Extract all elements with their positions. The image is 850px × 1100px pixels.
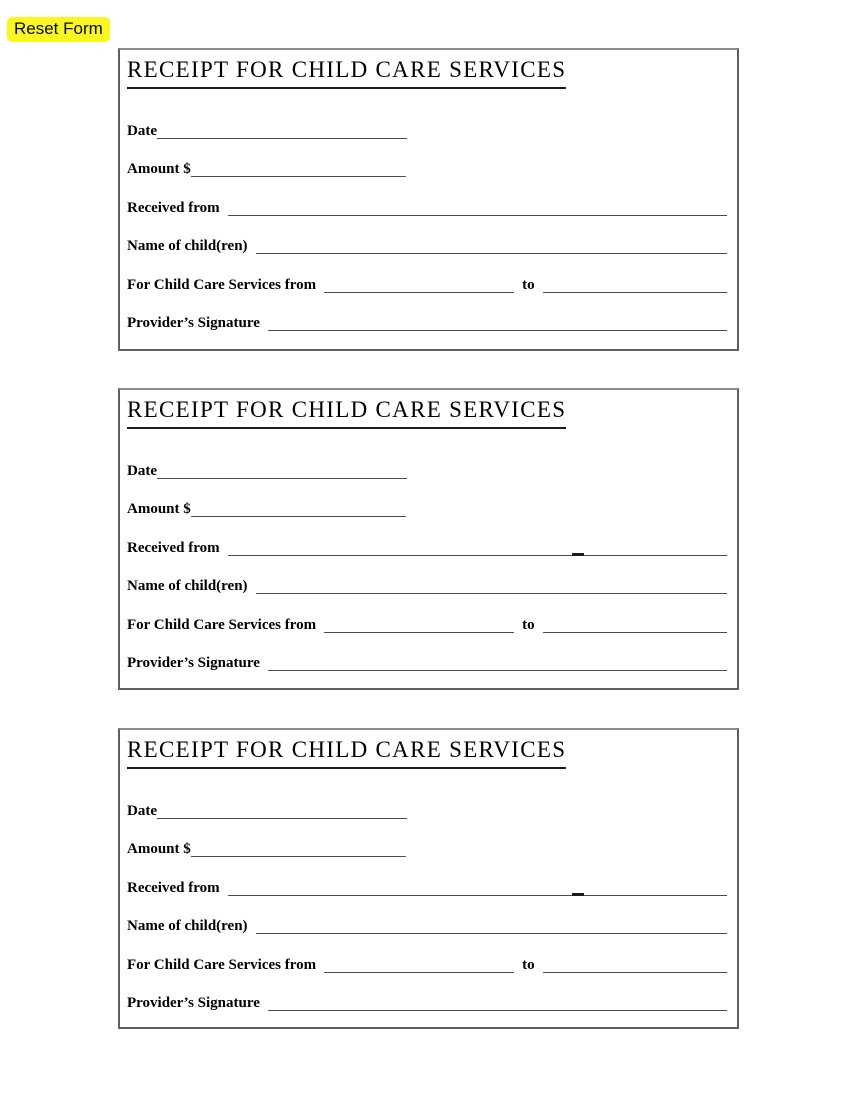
- amount-label: Amount $: [127, 161, 191, 178]
- received-from-field[interactable]: [228, 884, 727, 896]
- to-label: to: [522, 956, 535, 973]
- services-from-label: For Child Care Services from: [127, 276, 317, 293]
- provider-signature-label: Provider’s Signature: [127, 995, 260, 1012]
- provider-signature-field[interactable]: [268, 659, 727, 671]
- services-to-field[interactable]: [543, 961, 727, 973]
- received-from-field[interactable]: [228, 204, 727, 216]
- date-field[interactable]: [157, 807, 407, 819]
- date-field[interactable]: [157, 127, 407, 139]
- receipt-title: RECEIPT FOR CHILD CARE SERVICES: [127, 736, 566, 769]
- provider-signature-field[interactable]: [268, 999, 727, 1011]
- receipt-box-2: [118, 388, 739, 690]
- line-break-mark: [572, 553, 584, 556]
- receipt-title: RECEIPT FOR CHILD CARE SERVICES: [127, 56, 566, 89]
- received-from-label: Received from: [127, 879, 220, 896]
- receipt-title: RECEIPT FOR CHILD CARE SERVICES: [127, 396, 566, 429]
- date-label: Date: [127, 122, 157, 139]
- amount-field[interactable]: [191, 505, 406, 517]
- amount-label: Amount $: [127, 501, 191, 518]
- name-of-children-label: Name of child(ren): [127, 578, 248, 595]
- received-from-label: Received from: [127, 199, 220, 216]
- to-label: to: [522, 616, 535, 633]
- services-from-field[interactable]: [324, 621, 514, 633]
- services-to-field[interactable]: [543, 621, 727, 633]
- name-of-children-field[interactable]: [256, 922, 727, 934]
- receipt-box-3: [118, 728, 739, 1029]
- name-of-children-field[interactable]: [256, 582, 727, 594]
- amount-field[interactable]: [191, 845, 406, 857]
- receipt-box-1: [118, 48, 739, 351]
- to-label: to: [522, 276, 535, 293]
- name-of-children-field[interactable]: [256, 242, 727, 254]
- services-from-field[interactable]: [324, 961, 514, 973]
- services-from-field[interactable]: [324, 281, 514, 293]
- name-of-children-label: Name of child(ren): [127, 238, 248, 255]
- received-from-field[interactable]: [228, 544, 727, 556]
- services-to-field[interactable]: [543, 281, 727, 293]
- reset-form-button[interactable]: Reset Form: [7, 17, 110, 42]
- received-from-label: Received from: [127, 539, 220, 556]
- provider-signature-label: Provider’s Signature: [127, 315, 260, 332]
- name-of-children-label: Name of child(ren): [127, 918, 248, 935]
- services-from-label: For Child Care Services from: [127, 956, 317, 973]
- amount-field[interactable]: [191, 165, 406, 177]
- date-label: Date: [127, 462, 157, 479]
- provider-signature-label: Provider’s Signature: [127, 655, 260, 672]
- date-field[interactable]: [157, 467, 407, 479]
- amount-label: Amount $: [127, 841, 191, 858]
- provider-signature-field[interactable]: [268, 319, 727, 331]
- date-label: Date: [127, 802, 157, 819]
- line-break-mark: [572, 893, 584, 896]
- services-from-label: For Child Care Services from: [127, 616, 317, 633]
